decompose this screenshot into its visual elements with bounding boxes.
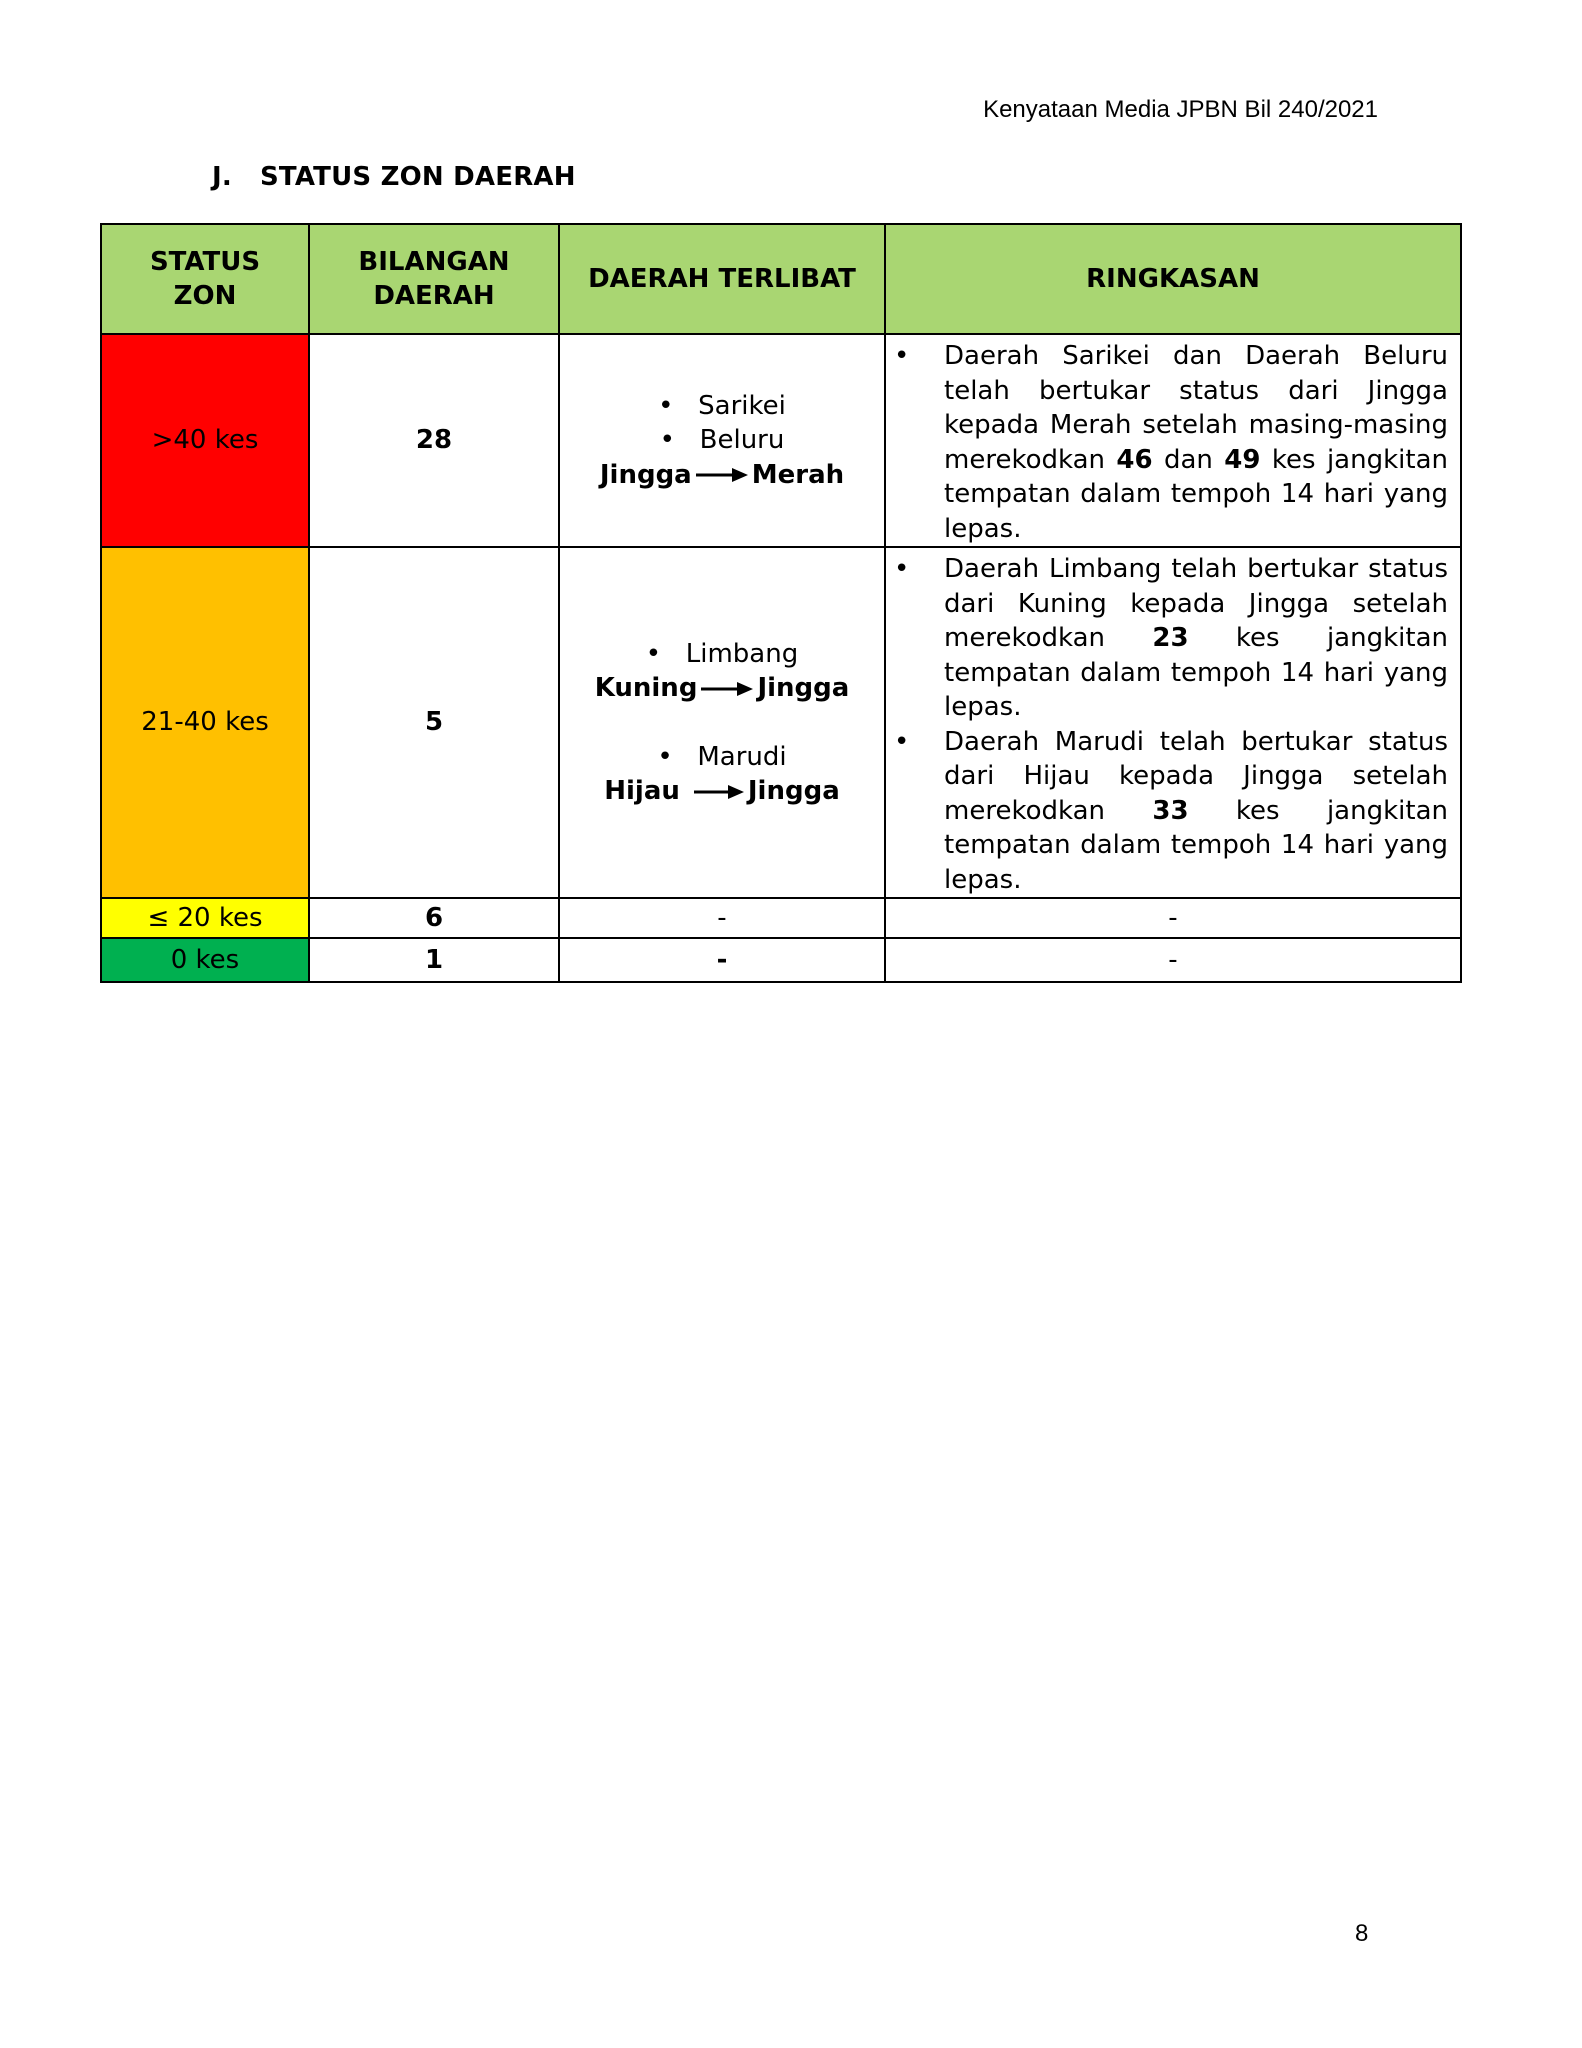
section-title [212,162,576,192]
section-title-text: STATUS ZON DAERAH [260,162,576,192]
status-cell-red: >40 kes [101,334,309,547]
arrow-right-icon [696,467,748,483]
status-cell-orange: 21-40 kes [101,547,309,898]
status-cell-green: 0 kes [101,938,309,982]
table-row [101,334,1461,547]
table-row [101,898,1461,938]
status-transition: Hijau Jingga [604,776,840,806]
district-count-cell: 6 [309,898,559,938]
section-number: J. [212,162,232,192]
districts-involved-cell [559,547,885,898]
districts-involved-cell: - [559,938,885,982]
table-header-row [101,224,1461,334]
arrow-right-icon [701,681,753,697]
document-reference: Kenyataan Media JPBN Bil 240/2021 [983,96,1378,123]
header-status-zone: STATUS ZON [101,224,309,334]
summary-item: • Daerah Marudi telah bertukar status dari Hijau kepada Jingga setelah merekodkan 33 kes jangkitan tempatan dalam tempoh 14 hari yang lepas. [894,726,1448,895]
status-transition: Kuning Jingga [594,673,850,703]
list-item: • Limbang [645,638,799,669]
districts-involved-cell [559,334,885,547]
list-item: • Marudi [657,741,787,772]
arrow-right-icon [684,784,744,800]
header-summary: RINGKASAN [885,224,1461,334]
header-district-count: BILANGAN DAERAH [309,224,559,334]
zone-status-table [100,223,1462,983]
summary-cell [885,547,1461,898]
list-item: • Sarikei [658,390,786,421]
header-districts-involved: DAERAH TERLIBAT [559,224,885,334]
summary-item: • Daerah Sarikei dan Daerah Beluru telah bertukar status dari Jingga kepada Merah setelah masing-masing merekodkan 46 dan 49 kes jangkitan tempatan dalam tempoh 14 hari yang lepas. [894,341,1448,544]
district-count-cell: 28 [309,334,559,547]
summary-item: • Daerah Limbang telah bertukar status dari Kuning kepada Jingga setelah merekodkan 23 kes jangkitan tempatan dalam tempoh 14 hari yang lepas. [894,554,1448,722]
summary-cell: - [885,938,1461,982]
districts-involved-cell: - [559,898,885,938]
summary-cell [885,334,1461,547]
list-item: • Beluru [659,425,785,456]
status-transition: Jingga Merah [599,459,845,490]
page-number: 8 [1355,1920,1369,1947]
district-count-cell: 5 [309,547,559,898]
status-cell-yellow: ≤ 20 kes [101,898,309,938]
table-row [101,547,1461,898]
table-row [101,938,1461,982]
district-count-cell: 1 [309,938,559,982]
summary-cell: - [885,898,1461,938]
